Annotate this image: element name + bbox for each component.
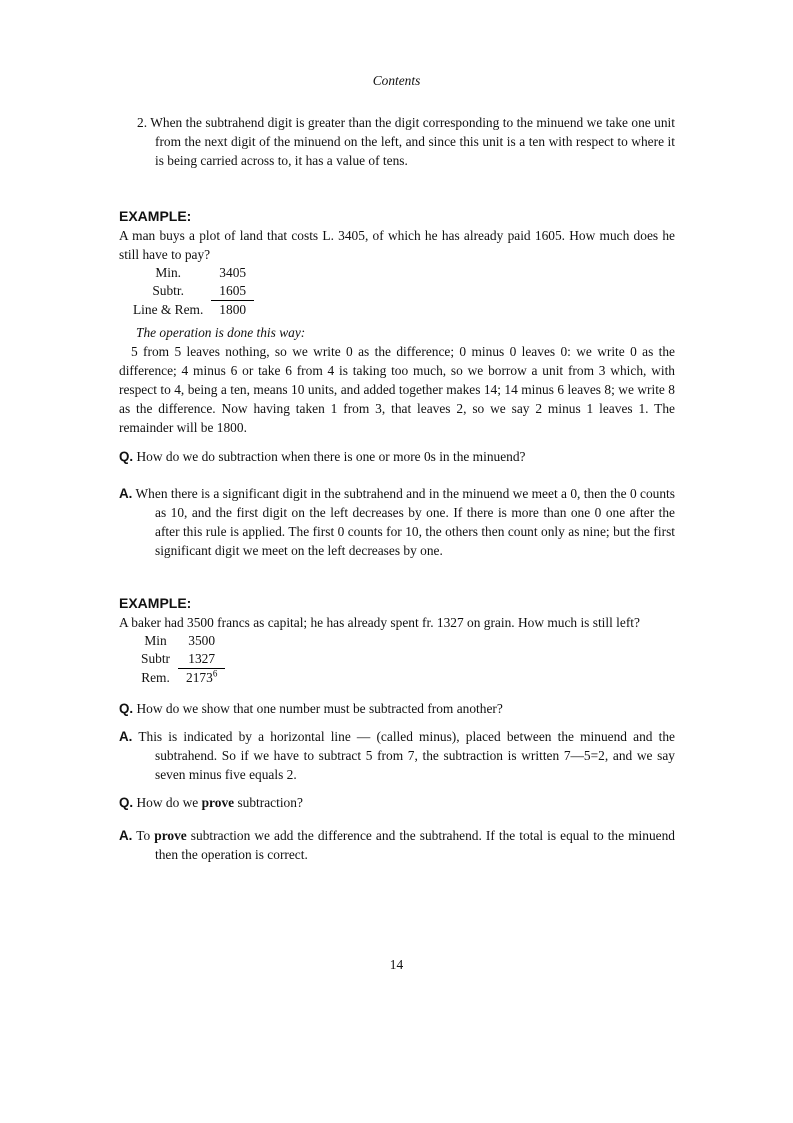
list-text: When the subtrahend digit is greater than the digit corresponding to the minuend we take one unit from the next digit of the minuend on the left, and since this unit is a ten with respect to where it is being carried across to, it has a value of tens. bbox=[150, 115, 675, 168]
subtraction-table bbox=[125, 264, 254, 319]
a-text: To bbox=[136, 828, 151, 843]
row-value: 1605 bbox=[211, 282, 254, 301]
example-heading: EXAMPLE: bbox=[119, 595, 192, 611]
remainder: 2173 bbox=[186, 670, 213, 685]
example-2 bbox=[119, 594, 675, 687]
row-label: Subtr bbox=[141, 651, 171, 667]
q-label: Q. bbox=[119, 449, 134, 464]
a-text: subtraction we add the difference and the subtrahend. If the total is equal to the minuend then the operation is correct. bbox=[155, 828, 675, 862]
row-value: 1800 bbox=[219, 302, 247, 317]
example-text: A baker had 3500 francs as capital; he has already spent fr. 1327 on grain. How much is still left? bbox=[119, 615, 640, 630]
a-text: This is indicated by a horizontal line — (called minus), placed between the minuend and the subtrahend. So if we have to subtract 5 from 7, the subtraction is written 7—5=2, and we say seven minus five equals 2. bbox=[138, 729, 676, 782]
answer-2 bbox=[119, 727, 675, 784]
q-bold: prove bbox=[201, 795, 235, 810]
example-text: A man buys a plot of land that costs L. 3405, of which he has already paid 1605. How much does he still have to pay? bbox=[119, 228, 675, 262]
row-value: 3405 bbox=[219, 265, 247, 280]
answer-3 bbox=[119, 826, 675, 864]
a-label: A. bbox=[119, 486, 133, 501]
list-number: 2. bbox=[137, 115, 148, 130]
row-value bbox=[178, 669, 225, 688]
subtraction-table bbox=[133, 632, 225, 687]
question-2 bbox=[119, 699, 675, 718]
row-label: Min. bbox=[155, 265, 181, 280]
explanation: 5 from 5 leaves nothing, so we write 0 as the difference; 0 minus 0 leaves 0: we write 0 as the difference; 4 minus 6 or take 6 from 4 is taking too much, so we borrow a unit from 3 which, with respect to 4, being a ten, means 10 units, and added together makes 14; 14 minus 6 leaves 8; we write 8 as the difference. Now having taken 1 from 3, that leaves 2, so we say 2 minus 1 leaves 1. The remainder will be 1800. bbox=[119, 344, 675, 435]
q-text: How do we show that one number must be subtracted from another? bbox=[136, 701, 503, 716]
q-text: subtraction? bbox=[237, 795, 303, 810]
list-item-2 bbox=[119, 113, 675, 170]
answer-1 bbox=[119, 484, 675, 560]
row-value: 3500 bbox=[188, 633, 216, 648]
row-label: Line & Rem. bbox=[133, 301, 204, 317]
question-1 bbox=[119, 447, 675, 466]
q-text: How do we bbox=[136, 795, 199, 810]
a-label: A. bbox=[119, 729, 133, 744]
a-text: When there is a significant digit in the subtrahend and in the minuend we meet a 0, then the 0 counts as 10, and the first digit on the left decreases by one. If there is more than one 0 one after the after this rule is applied. The first 0 counts for 10, the others then count only as nine; but the first significant digit we meet on the left decreases by one. bbox=[135, 486, 675, 558]
row-value: 1327 bbox=[178, 650, 225, 669]
a-bold: prove bbox=[154, 828, 187, 843]
example-1 bbox=[119, 207, 675, 437]
a-label: A. bbox=[119, 828, 133, 843]
q-text: How do we do subtraction when there is one or more 0s in the minuend? bbox=[136, 449, 526, 464]
q-label: Q. bbox=[119, 795, 134, 810]
running-header: Contents bbox=[372, 73, 421, 88]
superscript: 6 bbox=[212, 668, 218, 679]
row-label: Rem. bbox=[141, 669, 170, 685]
operation-intro: The operation is done this way: bbox=[136, 325, 306, 340]
question-3 bbox=[119, 793, 675, 812]
row-label: Min bbox=[144, 633, 167, 648]
page-body bbox=[119, 113, 675, 864]
row-label: Subtr. bbox=[152, 283, 184, 299]
q-label: Q. bbox=[119, 701, 134, 716]
page-number: 14 bbox=[389, 957, 404, 972]
example-heading: EXAMPLE: bbox=[119, 208, 192, 224]
